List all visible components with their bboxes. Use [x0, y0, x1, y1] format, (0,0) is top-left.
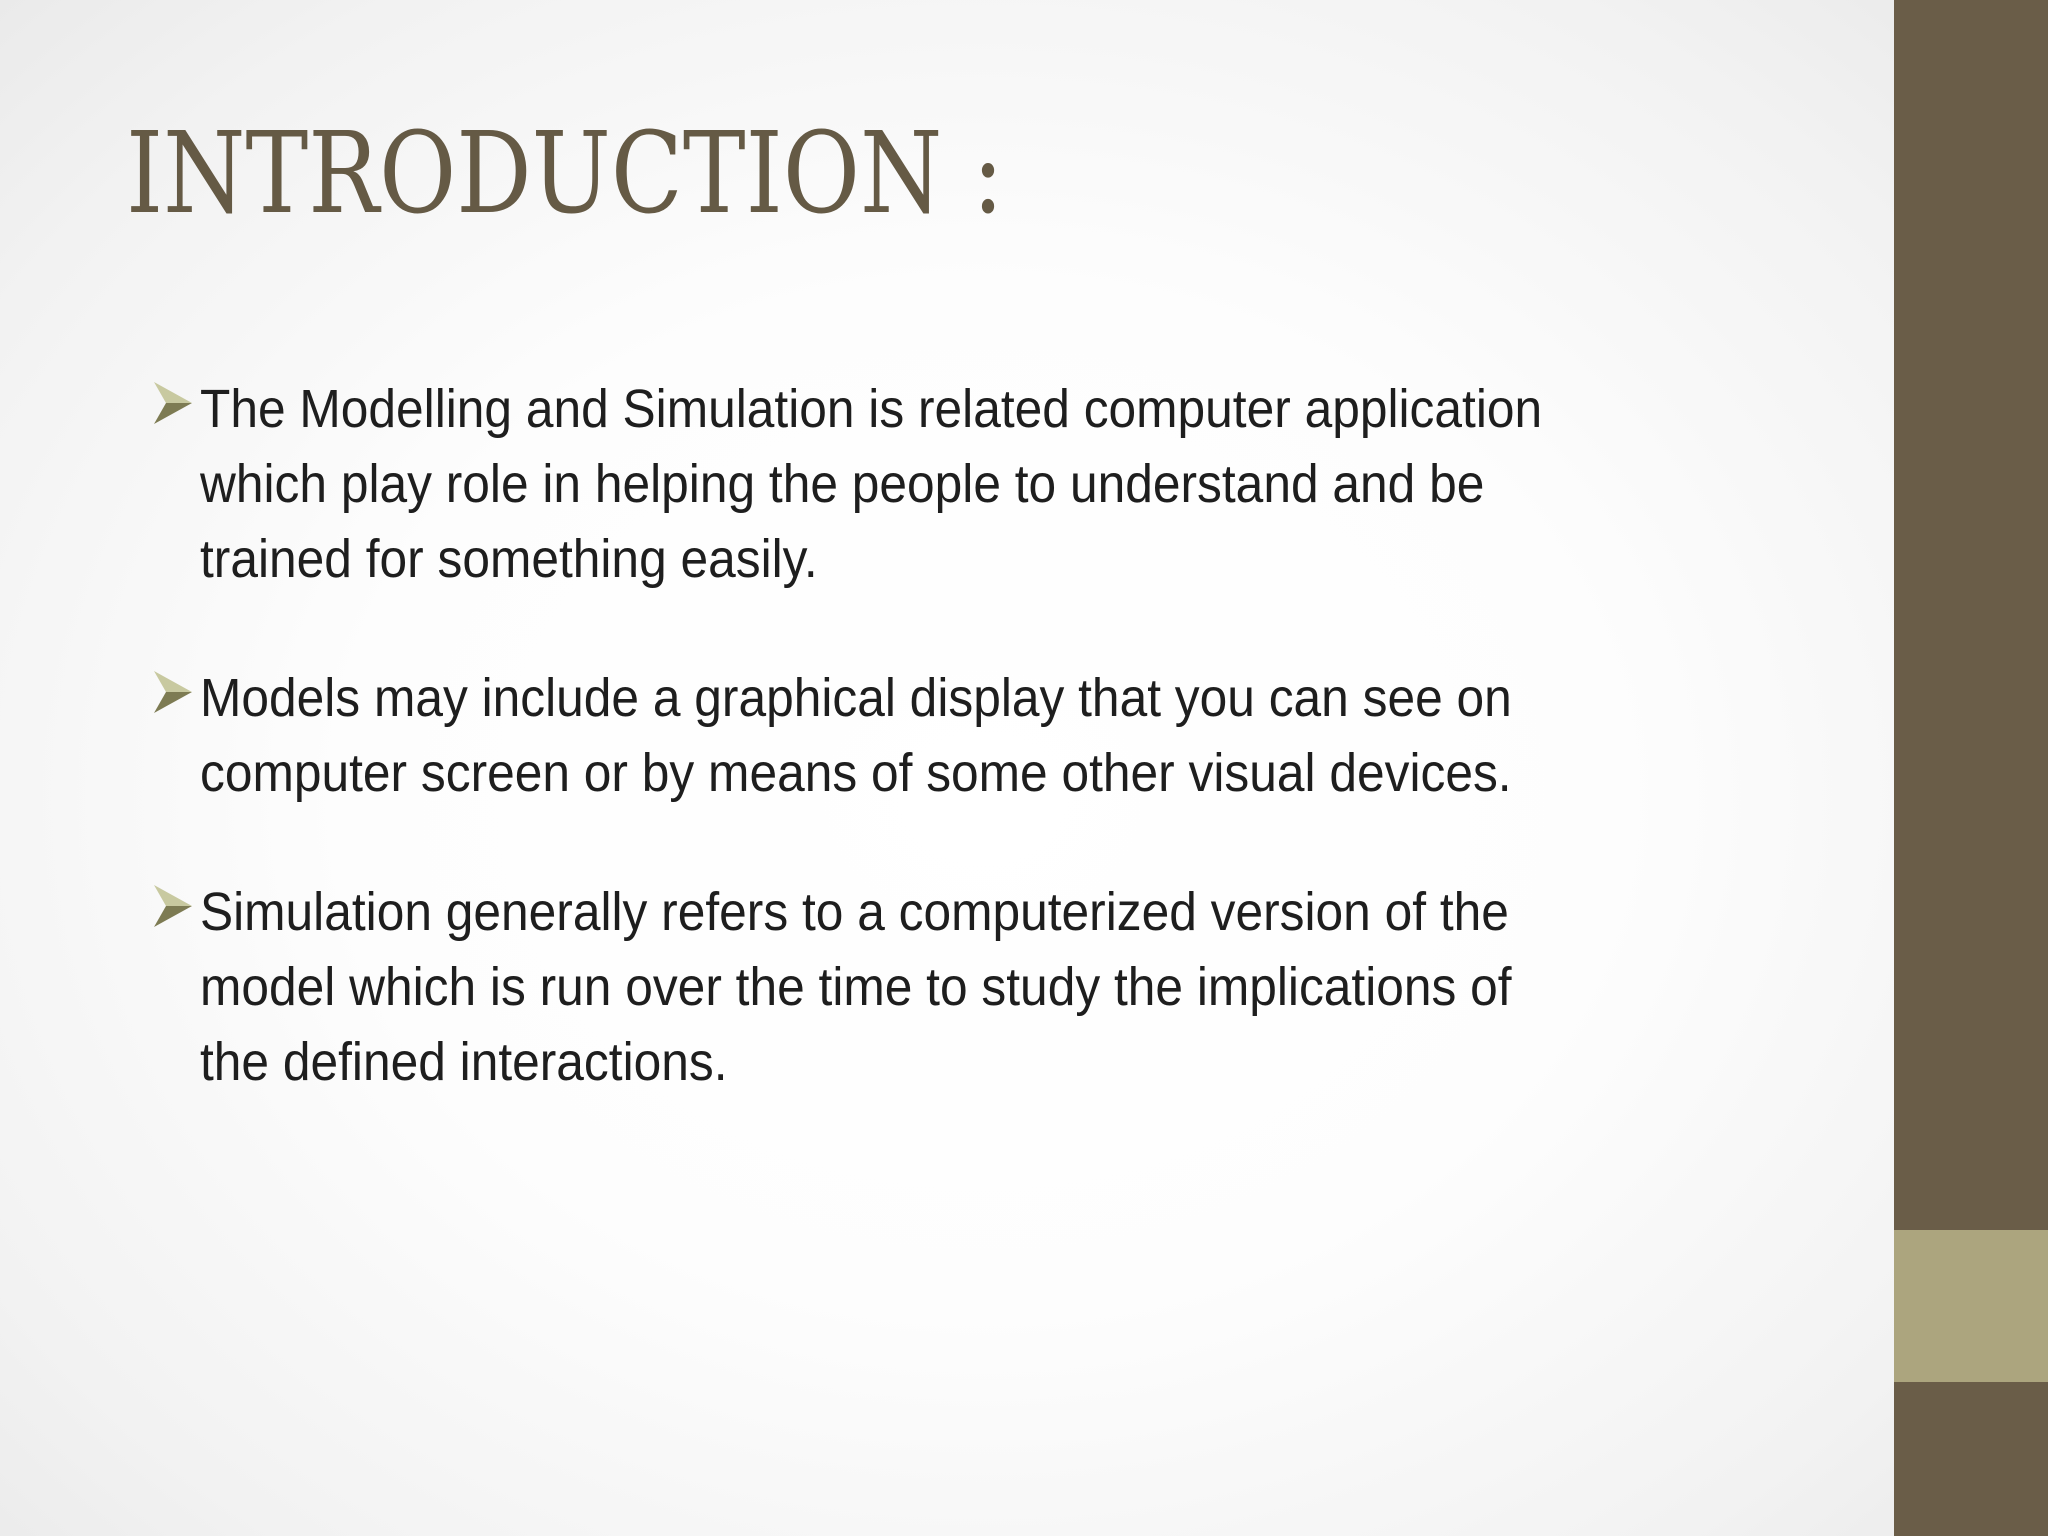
arrow-bullet-icon [152, 669, 194, 715]
arrow-bullet-icon [152, 883, 194, 929]
sidebar-accent-block [1894, 1230, 2048, 1382]
bullet-item [150, 875, 1850, 1100]
sidebar-bar [1894, 0, 2048, 1536]
bullet-list [150, 372, 1850, 1164]
bullet-text: Simulation generally refers to a computerized version of the model which is run over the time to study the implications of the defined interactions. [200, 882, 1512, 1092]
bullet-item [150, 661, 1850, 811]
arrow-bullet-icon [152, 380, 194, 426]
bullet-item [150, 372, 1850, 597]
bullet-text: The Modelling and Simulation is related computer application which play role in helping the people to understand and be trained for something easily. [200, 379, 1543, 589]
slide-title: INTRODUCTION : [126, 109, 1004, 239]
bullet-text: Models may include a graphical display that you can see on computer screen or by means of some other visual devices. [200, 668, 1512, 803]
